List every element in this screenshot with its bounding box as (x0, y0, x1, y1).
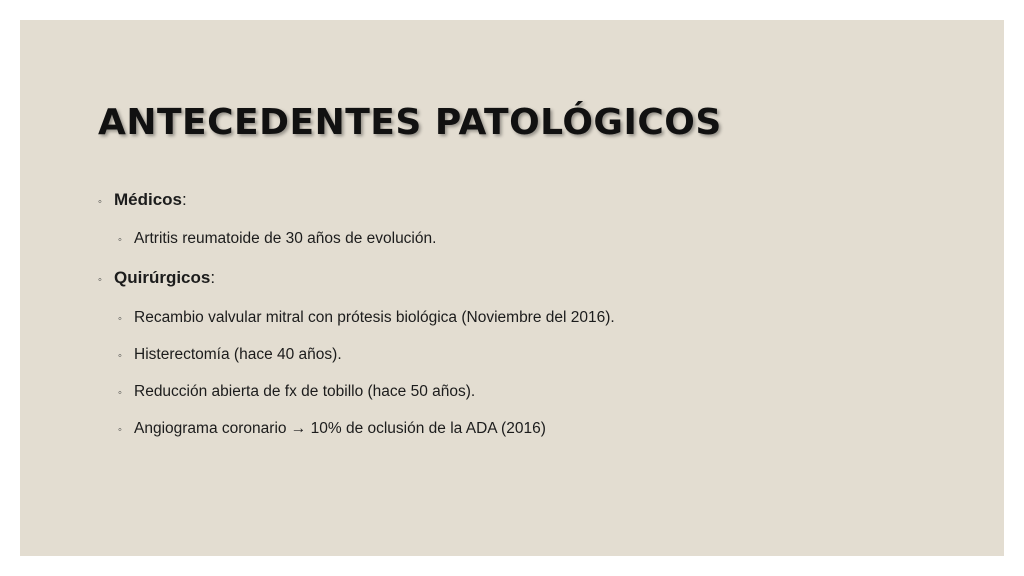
section-label: Quirúrgicos (114, 268, 211, 287)
section-medicos (98, 186, 958, 214)
section-label-suffix: : (210, 268, 216, 287)
list-item (98, 373, 958, 410)
list-item (98, 410, 958, 447)
section-label: Médicos (114, 190, 183, 209)
bullet-icon: ◦ (118, 313, 122, 325)
slide-content (98, 186, 958, 447)
bullet-icon: ◦ (118, 234, 122, 246)
list-item (98, 220, 958, 257)
slide-title: ANTECEDENTES PATOLÓGICOS (98, 102, 722, 143)
bullet-icon: ◦ (98, 196, 102, 208)
list-item-text: Recambio valvular mitral con prótesis biológica (Noviembre del 2016). (134, 309, 615, 326)
list-item (98, 336, 958, 373)
bullet-icon: ◦ (98, 274, 102, 286)
list-item (98, 299, 958, 336)
bullet-icon: ◦ (118, 424, 122, 436)
list-item-text: Artritis reumatoide de 30 años de evolución. (134, 230, 437, 247)
section-label-suffix: : (182, 190, 187, 209)
slide (20, 20, 1004, 556)
bullet-icon: ◦ (118, 350, 122, 362)
list-item-text: Histerectomía (hace 40 años). (134, 346, 342, 363)
section-quirurgicos (98, 264, 958, 292)
list-item-text: Reducción abierta de fx de tobillo (hace 50 años). (134, 383, 476, 400)
list-item-text: Angiograma coronario → 10% de oclusión de la ADA (2016) (134, 420, 546, 437)
bullet-icon: ◦ (118, 387, 122, 399)
